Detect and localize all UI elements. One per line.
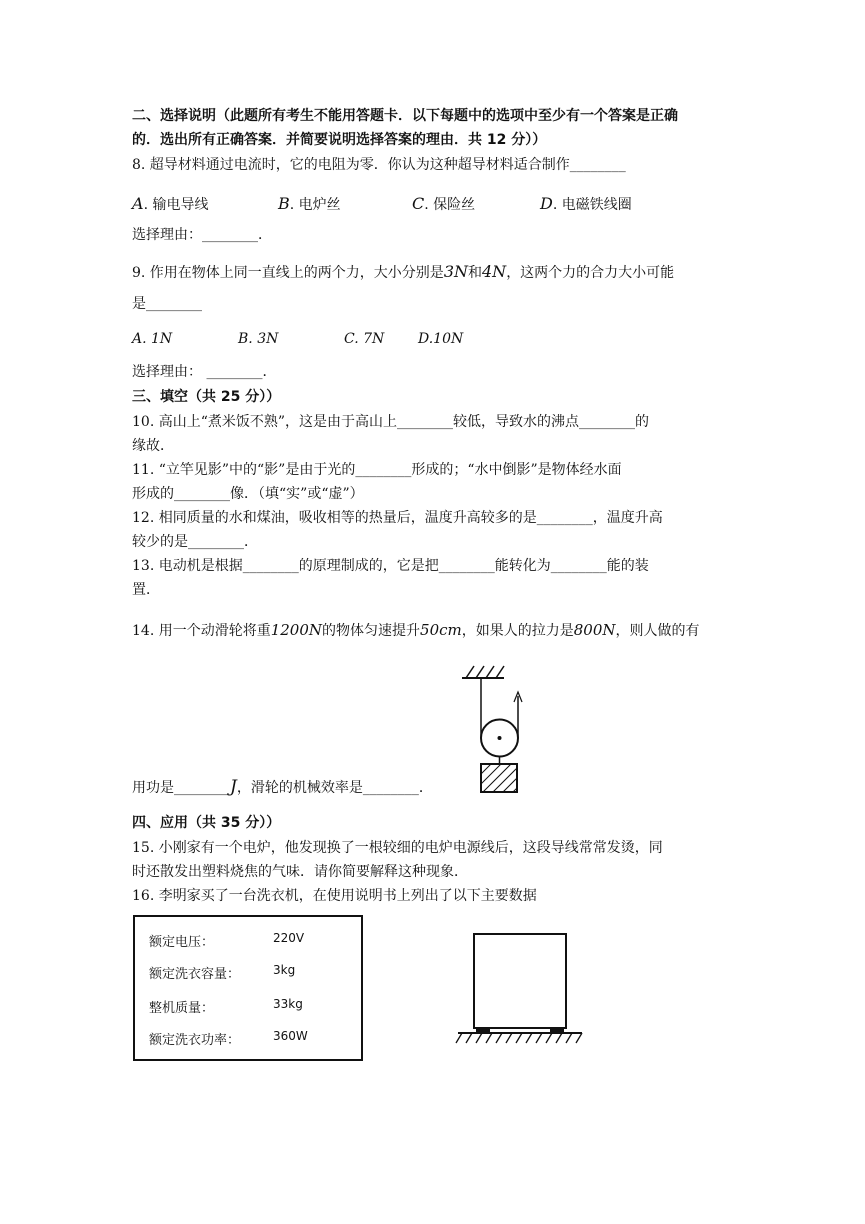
force-value: 800N (573, 621, 616, 639)
question-8-reason: 选择理由：________． (132, 227, 272, 243)
question-16-line1: 16. 李明家买了一台洗衣机，在使用说明书上列出了以下主要数据 (132, 888, 537, 904)
section-4-heading: 四、应用（共 35 分）） (132, 815, 281, 831)
section-3-heading: 三、填空（共 25 分）） (132, 389, 281, 405)
question-9-reason: 选择理由： ________． (132, 364, 277, 380)
unit-joule: J (230, 777, 237, 797)
force-1: 3N (443, 262, 468, 281)
question-15-line2: 时还散发出塑料烧焦的气味．请你简要解释这种现象． (132, 864, 468, 880)
question-11-line2: 形成的________像．（填“实”或“虚”） (132, 486, 364, 502)
option-c: C. 保险丝 (412, 194, 476, 213)
question-12-line1: 12. 相同质量的水和煤油，吸收相等的热量后，温度升高较多的是________，温度升高 (132, 510, 663, 526)
option-a: A. 输电导线 (132, 194, 209, 213)
question-13-line2: 置． (132, 582, 160, 598)
pulley-diagram (456, 660, 526, 796)
option-a: A. 1N (132, 331, 173, 347)
question-10-line2: 缘故． (132, 438, 174, 454)
question-9-line2: 是________ (132, 296, 202, 312)
spec-label: 额定洗衣容量： (149, 967, 241, 982)
washing-machine-diagram (454, 930, 586, 1048)
question-8-text: 8. 超导材料通过电流时，它的电阻为零．你认为这种超导材料适合制作________ (132, 157, 626, 173)
question-11-line1: 11. “立竿见影”中的“影”是由于光的________形成的；“水中倒影”是物体经水面 (132, 462, 622, 478)
option-d: D.10N (418, 331, 464, 347)
spec-label: 额定电压： (149, 935, 215, 950)
question-14-line1: 14. 用一个动滑轮将重1200N的物体匀速提升50cm，如果人的拉力是800N，则人做的有 (132, 621, 700, 639)
spec-value: 3kg (273, 963, 296, 977)
spec-value: 220V (273, 931, 305, 945)
option-d: D. 电磁铁线圈 (540, 194, 632, 213)
section-2-heading-line2: 的．选出所有正确答案．并简要说明选择答案的理由．共 12 分）） (132, 132, 547, 148)
spec-label: 整机质量： (149, 1001, 215, 1016)
spec-label: 额定洗衣功率： (149, 1033, 241, 1048)
option-b: B. 3N (238, 331, 279, 347)
question-15-line1: 15. 小刚家有一个电炉，他发现换了一根较细的电炉电源线后，这段导线常常发烫，同 (132, 840, 663, 856)
spec-value: 33kg (273, 997, 303, 1011)
section-2-heading-line1: 二、选择说明（此题所有考生不能用答题卡．以下每题中的选项中至少有一个答案是正确 (132, 108, 678, 124)
force-2: 4N (482, 262, 507, 281)
question-9-text: 9. 作用在物体上同一直线上的两个力，大小分别是3N和4N，这两个力的合力大小可能 (132, 262, 675, 281)
question-10-line1: 10. 高山上“煮米饭不熟”，这是由于高山上________较低，导致水的沸点________的 (132, 414, 650, 430)
option-b: B. 电炉丝 (278, 194, 341, 213)
washer-spec-table (133, 915, 363, 1061)
height-value: 50cm (420, 621, 462, 639)
question-13-line1: 13. 电动机是根据________的原理制成的，它是把________能转化为________能的装 (132, 558, 649, 574)
question-12-line2: 较少的是________． (132, 534, 258, 550)
spec-value: 360W (273, 1029, 308, 1043)
option-c: C. 7N (344, 331, 385, 347)
weight-value: 1200N (270, 621, 323, 639)
question-14-line2: 用功是________J，滑轮的机械效率是________． (132, 777, 433, 797)
